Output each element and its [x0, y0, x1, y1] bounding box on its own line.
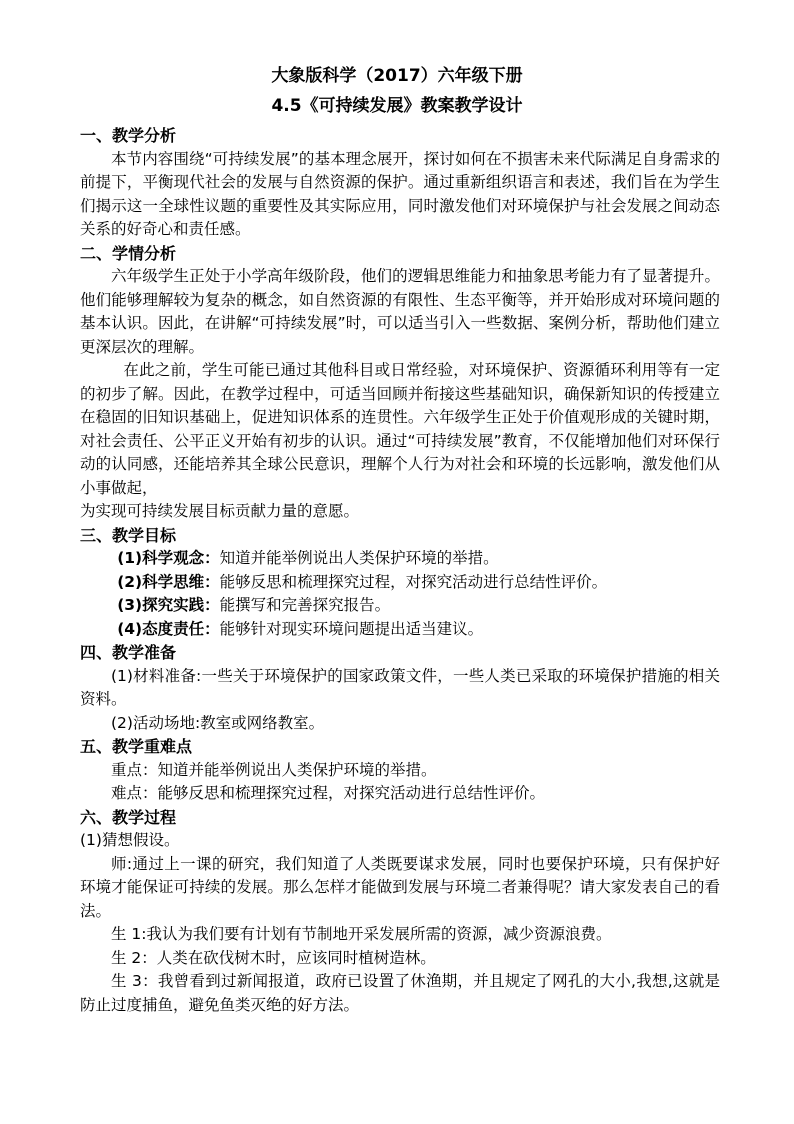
paragraph: (1)材料准备:一些关于环境保护的国家政策文件，一些人类已采取的环境保护措施的相关资料。	[80, 666, 720, 708]
paragraph: 生 1:我认为我们要有计划有节制地开采发展所需的资源，减少资源浪费。	[111, 925, 612, 943]
paragraph: 难点：能够反思和梳理探究过程，对探究活动进行总结性评价。	[111, 784, 546, 802]
section-heading-student-analysis: 二、学情分析	[80, 243, 177, 263]
section-heading-teaching-process: 六、教学过程	[80, 807, 177, 827]
goal-text: 能撰写和完善探究报告。	[219, 596, 391, 614]
goal-label: (1)科学观念：	[117, 549, 220, 567]
document-title-line1: 大象版科学（2017）六年级下册	[271, 66, 523, 86]
section-heading-teaching-preparation: 四、教学准备	[80, 643, 177, 662]
paragraph: 师:通过上一课的研究，我们知道了人类既要谋求发展，同时也要保护环境，只有保护好环境才能保证可持续的发展。那么怎样才能做到发展与环境二者兼得呢？请大家发表自己的看法。	[80, 854, 720, 920]
document-body	[80, 124, 720, 1017]
paragraph: (2)活动场地:教室或网络教室。	[111, 713, 325, 732]
section-heading-teaching-analysis: 一、教学分析	[80, 126, 177, 145]
section-heading-key-points: 五、教学重难点	[80, 737, 193, 756]
process-step: (1)猜想假设。	[80, 831, 180, 849]
paragraph: 在此之前，学生可能已通过其他科目或日常经验，对环境保护、资源循环利用等有一定的初步了解。因此，在教学过程中，可适当回顾并衔接这些基础知识，确保新知识的传授建立在稳固的旧知识基础上，促进知识体系的连贯性。六年级学生正处于价值观形成的关键时期，对社会责任、公平正义开始有初步的认识。通过“可持续发展”教育，不仅能增加他们对环保行动的认同感，还能培养其全球公民意识，理解个人行为对社会和环境的长远影响，激发他们从小事做起，	[80, 361, 720, 497]
goal-label: (2)科学思维：	[117, 572, 220, 591]
goal-text: 能够针对现实环境问题提出适当建议。	[219, 619, 484, 638]
paragraph: 六年级学生正处于小学高年级阶段，他们的逻辑思维能力和抽象思考能力有了显著提升。他们能够理解较为复杂的概念，如自然资源的有限性、生态平衡等，并开始形成对环境问题的基本认识。因此，在讲解“可持续发展”时，可以适当引入一些数据、案例分析，帮助他们建立更深层次的理解。	[80, 267, 720, 356]
paragraph: 为实现可持续发展目标贡献力量的意愿。	[80, 502, 360, 520]
paragraph: 生 3：我曾看到过新闻报道，政府已设置了休渔期，并且规定了网孔的大小,我想,这就是防止过度捕鱼，避免鱼类灭绝的好方法。	[80, 972, 720, 1014]
goal-item	[80, 547, 720, 571]
goal-item	[80, 571, 720, 595]
goal-label: (4)态度责任：	[117, 619, 220, 638]
goal-label: (3)探究实践：	[117, 596, 220, 614]
paragraph: 生 2：人类在砍伐树木时，应该同时植树造林。	[111, 948, 436, 967]
goal-text: 能够反思和梳理探究过程，对探究活动进行总结性评价。	[219, 572, 608, 591]
paragraph: 本节内容围绕“可持续发展”的基本理念展开，探讨如何在不损害未来代际满足自身需求的前提下，平衡现代社会的发展与自然资源的保护。通过重新组织语言和表述，我们旨在为学生们揭示这一全球性议题的重要性及其实际应用，同时激发他们对环境保护与社会发展之间动态关系的好奇心和责任感。	[80, 149, 720, 238]
paragraph: 重点：知道并能举例说出人类保护环境的举措。	[111, 760, 437, 779]
document-title-line2: 4.5《可持续发展》教案教学设计	[271, 96, 523, 116]
section-heading-teaching-goals: 三、教学目标	[80, 525, 177, 545]
goal-text: 知道并能举例说出人类保护环境的举措。	[219, 549, 499, 567]
goal-item	[80, 618, 720, 642]
goal-item	[80, 594, 720, 618]
